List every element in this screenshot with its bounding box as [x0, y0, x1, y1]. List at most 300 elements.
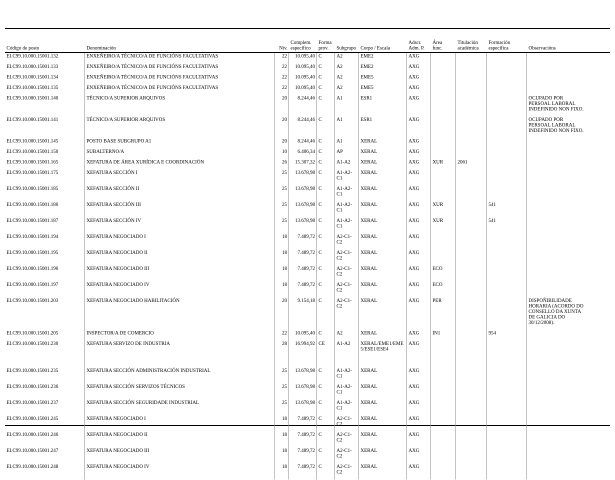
cell-niv: 18 — [275, 282, 289, 298]
table-row — [5, 95, 610, 117]
cell-formacion — [487, 53, 527, 64]
cell-complem: 10.095,40 — [289, 330, 317, 341]
cell-observacions — [527, 53, 610, 64]
cell-codigo: EI.C99.10.000.15001.141 — [5, 117, 85, 139]
cell-complem: 16.994,92 — [289, 341, 317, 357]
cell-forma: C — [317, 53, 335, 64]
cell-corpo: XERAL — [359, 186, 407, 202]
cell-area — [431, 64, 456, 75]
cell-corpo: XERAL — [359, 234, 407, 250]
column-header-top-label: Área — [432, 40, 443, 46]
cell-observacions — [527, 341, 610, 357]
column-header-subgrupo — [335, 46, 359, 52]
cell-denominacion: XEFATURA NEGOCIADO HABILITACIÓN — [85, 298, 275, 331]
cell-formacion — [487, 368, 527, 384]
column-header-label: Corpo / Escala — [360, 45, 390, 51]
cell-forma: C — [317, 170, 335, 186]
cell-observacions — [527, 464, 610, 480]
cell-titulacion — [456, 64, 487, 75]
cell-forma: C — [317, 117, 335, 139]
cell-adscr: AXG — [407, 53, 431, 64]
cell-subgrupo: A2 — [335, 53, 359, 64]
cell-complem: 13.678,98 — [289, 368, 317, 384]
table-body — [5, 53, 610, 475]
cell-titulacion — [456, 464, 487, 480]
cell-forma: C — [317, 416, 335, 432]
cell-observacions — [527, 368, 610, 384]
cell-subgrupo: A1 — [335, 95, 359, 117]
cell-forma: C — [317, 298, 335, 331]
column-header-label: Niv. — [279, 45, 288, 51]
cell-corpo: XERAL — [359, 138, 407, 149]
column-header-titulacion — [456, 40, 487, 51]
cell-corpo: XERAL — [359, 384, 407, 400]
cell-formacion — [487, 448, 527, 464]
cell-corpo: XERAL — [359, 400, 407, 416]
cell-forma: C — [317, 368, 335, 384]
grid-line-cell — [5, 357, 85, 368]
cell-corpo: XERAL — [359, 202, 407, 218]
cell-titulacion — [456, 218, 487, 234]
cell-corpo: XERAL — [359, 432, 407, 448]
cell-complem: 10.095,40 — [289, 74, 317, 85]
cell-area — [431, 384, 456, 400]
cell-forma: C — [317, 234, 335, 250]
cell-denominacion: XEFATURA NEGOCIADO III — [85, 448, 275, 464]
cell-subgrupo: A1-A2 — [335, 341, 359, 357]
cell-adscr: AXG — [407, 170, 431, 186]
cell-niv: 25 — [275, 384, 289, 400]
cell-codigo: EI.C99.10.000.15001.248 — [5, 464, 85, 480]
grid-line-cell — [487, 357, 527, 368]
cell-observacions — [527, 186, 610, 202]
cell-adscr: AXG — [407, 159, 431, 170]
cell-forma: CE — [317, 341, 335, 357]
cell-denominacion: XEFATURA NEGOCIADO I — [85, 234, 275, 250]
cell-observacions — [527, 250, 610, 266]
column-header-label: Adm. P. — [408, 45, 425, 51]
cell-titulacion — [456, 400, 487, 416]
cell-observacions — [527, 234, 610, 250]
cell-forma: C — [317, 138, 335, 149]
cell-area — [431, 368, 456, 384]
grid-line-cell — [407, 357, 431, 368]
cell-niv: 20 — [275, 138, 289, 149]
cell-titulacion — [456, 432, 487, 448]
cell-complem: 8.244,46 — [289, 138, 317, 149]
cell-adscr: AXG — [407, 138, 431, 149]
column-header-top-label: Adscr. — [408, 40, 422, 46]
cell-area — [431, 448, 456, 464]
cell-titulacion — [456, 266, 487, 282]
table-row — [5, 159, 610, 170]
cell-titulacion — [456, 416, 487, 432]
cell-titulacion — [456, 202, 487, 218]
cell-subgrupo: A2 — [335, 74, 359, 85]
cell-forma: C — [317, 218, 335, 234]
cell-codigo: EI.C99.10.000.15001.140 — [5, 95, 85, 117]
cell-area: XUR — [431, 218, 456, 234]
cell-adscr: AXG — [407, 95, 431, 117]
column-header-top-label: Titulación — [457, 40, 478, 46]
cell-forma: C — [317, 64, 335, 75]
table-row — [5, 149, 610, 160]
cell-area — [431, 53, 456, 64]
cell-codigo: EI.C99.10.000.15001.197 — [5, 282, 85, 298]
cell-codigo: EI.C99.10.000.15001.230 — [5, 341, 85, 357]
cell-complem: 10.095,40 — [289, 53, 317, 64]
cell-corpo: XERAL — [359, 250, 407, 266]
cell-subgrupo: A1-A2-C1 — [335, 400, 359, 416]
cell-observacions — [527, 432, 610, 448]
table-row — [5, 464, 610, 480]
cell-area — [431, 117, 456, 139]
cell-adscr: AXG — [407, 117, 431, 139]
cell-observacions — [527, 416, 610, 432]
cell-complem: 10.095,40 — [289, 85, 317, 96]
cell-adscr: AXG — [407, 64, 431, 75]
cell-corpo: XERAL — [359, 448, 407, 464]
cell-subgrupo: A2-C1-C2 — [335, 250, 359, 266]
column-header-label: func. — [432, 45, 443, 51]
table-row — [5, 330, 610, 341]
cell-formacion — [487, 74, 527, 85]
cell-complem: 13.678,98 — [289, 186, 317, 202]
cell-complem: 8.244,46 — [289, 95, 317, 117]
cell-formacion — [487, 95, 527, 117]
cell-forma: C — [317, 400, 335, 416]
cell-formacion — [487, 149, 527, 160]
cell-area — [431, 341, 456, 357]
cell-subgrupo: A1-A2-C1 — [335, 202, 359, 218]
cell-corpo: XERAL — [359, 159, 407, 170]
cell-adscr: AXG — [407, 432, 431, 448]
cell-titulacion — [456, 138, 487, 149]
cell-titulacion — [456, 368, 487, 384]
table-row — [5, 266, 610, 282]
cell-titulacion — [456, 95, 487, 117]
table-row — [5, 400, 610, 416]
cell-observacions — [527, 448, 610, 464]
cell-denominacion: XEFATURA NEGOCIADO I — [85, 416, 275, 432]
cell-complem: 13.678,98 — [289, 400, 317, 416]
table-row — [5, 74, 610, 85]
cell-adscr: AXG — [407, 218, 431, 234]
cell-titulacion — [456, 341, 487, 357]
cell-adscr: AXG — [407, 330, 431, 341]
cell-codigo: EI.C99.10.000.15001.235 — [5, 368, 85, 384]
cell-complem: 7.489,72 — [289, 464, 317, 480]
cell-titulacion: 2061 — [456, 159, 487, 170]
cell-denominacion: TÉCNICO/A SUPERIOR ARQUIVOS — [85, 95, 275, 117]
cell-complem: 15.307,32 — [289, 159, 317, 170]
cell-denominacion: ENXEÑEIRO/A TÉCNICO/A DE FUNCIÓNS FACULTATIVAS — [85, 64, 275, 75]
cell-observacions: OCUPADO POR PERSOAL LABORAL INDEFINIDO NON FIXO. — [528, 117, 584, 134]
cell-corpo: XERAL/EME1/EME5/ESE1/ESE4 — [359, 341, 407, 357]
column-header-label: académica — [457, 45, 479, 51]
cell-adscr: AXG — [407, 298, 431, 331]
cell-codigo: EI.C99.10.000.15001.247 — [5, 448, 85, 464]
cell-titulacion — [456, 74, 487, 85]
document-page — [0, 28, 615, 475]
cell-complem: 10.095,40 — [289, 64, 317, 75]
cell-complem: 9.154,18 — [289, 298, 317, 331]
cell-subgrupo: A2-C1-C2 — [335, 416, 359, 432]
cell-forma: C — [317, 95, 335, 117]
cell-formacion — [487, 384, 527, 400]
cell-observacions — [527, 138, 610, 149]
table-row — [5, 298, 610, 331]
cell-forma: C — [317, 186, 335, 202]
cell-adscr: AXG — [407, 341, 431, 357]
cell-formacion — [487, 64, 527, 75]
cell-denominacion: XEFATURA SERVIZO DE INDUSTRIA — [85, 341, 275, 357]
cell-formacion — [487, 400, 527, 416]
cell-codigo: EI.C99.10.000.15001.133 — [5, 64, 85, 75]
cell-adscr: AXG — [407, 266, 431, 282]
column-header-label: Denominación — [86, 45, 116, 51]
cell-denominacion: INSPECTOR/A DE COMERCIO — [85, 330, 275, 341]
cell-observacions — [527, 202, 610, 218]
table-row — [5, 341, 610, 357]
cell-formacion: 541 — [487, 202, 527, 218]
column-header-label: Código de posto — [6, 45, 40, 51]
cell-subgrupo: A1-A2-C1 — [335, 384, 359, 400]
cell-codigo: EI.C99.10.000.15001.150 — [5, 149, 85, 160]
cell-observacions — [527, 74, 610, 85]
cell-adscr: AXG — [407, 234, 431, 250]
cell-area — [431, 250, 456, 266]
cell-niv: 28 — [275, 341, 289, 357]
column-header-codigo — [5, 46, 85, 52]
cell-denominacion: XEFATURA SECCIÓN II — [85, 186, 275, 202]
cell-corpo: EME5 — [359, 85, 407, 96]
cell-forma: C — [317, 282, 335, 298]
cell-area — [431, 149, 456, 160]
cell-adscr: AXG — [407, 149, 431, 160]
cell-complem: 7.489,72 — [289, 432, 317, 448]
cell-niv: 25 — [275, 368, 289, 384]
cell-subgrupo: A1-A2-C1 — [335, 218, 359, 234]
cell-complem: 13.678,98 — [289, 384, 317, 400]
table-row — [5, 202, 610, 218]
cell-corpo: EME2 — [359, 53, 407, 64]
cell-formacion — [487, 117, 527, 139]
cell-subgrupo: AP — [335, 149, 359, 160]
cell-denominacion: XEFATURA NEGOCIADO IV — [85, 282, 275, 298]
cell-complem: 13.678,98 — [289, 218, 317, 234]
column-header-top-label: Formación — [488, 40, 511, 46]
column-header-denominacion — [85, 46, 275, 52]
cell-formacion — [487, 170, 527, 186]
table-row — [5, 416, 610, 432]
cell-codigo: EI.C99.10.000.15001.236 — [5, 384, 85, 400]
cell-forma: C — [317, 432, 335, 448]
cell-adscr: AXG — [407, 202, 431, 218]
cell-subgrupo: A2-C1-C2 — [335, 266, 359, 282]
column-header-top-label: Forma — [318, 40, 332, 46]
cell-codigo: EI.C99.10.000.15001.185 — [5, 186, 85, 202]
cell-forma: C — [317, 202, 335, 218]
cell-area: XUR — [431, 159, 456, 170]
cell-titulacion — [456, 85, 487, 96]
cell-subgrupo: A2-C1-C2 — [335, 234, 359, 250]
cell-corpo: XERAL — [359, 170, 407, 186]
cell-area — [431, 95, 456, 117]
cell-niv: 20 — [275, 298, 289, 331]
column-header-label: específico — [290, 45, 311, 51]
cell-denominacion: XEFATURA NEGOCIADO II — [85, 250, 275, 266]
cell-titulacion — [456, 250, 487, 266]
cell-area — [431, 464, 456, 480]
cell-codigo: EI.C99.10.000.15001.187 — [5, 218, 85, 234]
grid-line-cell — [359, 357, 407, 368]
grid-line-cell — [431, 357, 456, 368]
cell-subgrupo: A2 — [335, 330, 359, 341]
cell-adscr: AXG — [407, 416, 431, 432]
column-header-label: prov. — [318, 45, 329, 51]
cell-corpo: EME5 — [359, 74, 407, 85]
cell-complem: 7.489,72 — [289, 448, 317, 464]
cell-subgrupo: A2 — [335, 64, 359, 75]
cell-codigo: EI.C99.10.000.15001.135 — [5, 85, 85, 96]
cell-observacions — [527, 384, 610, 400]
cell-observacions: DISPOÑIBILIDADE HORARIA (ACORDO DO CONSELLO DA XUNTA DE GALICIA DO 30/12/2008). — [528, 298, 584, 326]
cell-niv: 18 — [275, 464, 289, 480]
cell-area: PER — [431, 298, 456, 331]
column-header-label: Subgrupo — [336, 45, 356, 51]
cell-denominacion: XEFATURA NEGOCIADO IV — [85, 464, 275, 480]
cell-area — [431, 432, 456, 448]
cell-subgrupo: A2-C1-C2 — [335, 282, 359, 298]
cell-formacion — [487, 138, 527, 149]
cell-subgrupo: A1-A2-C1 — [335, 170, 359, 186]
cell-area — [431, 74, 456, 85]
cell-denominacion: XEFATURA SECCIÓN I — [85, 170, 275, 186]
cell-codigo: EI.C99.10.000.15001.132 — [5, 53, 85, 64]
table-row — [5, 432, 610, 448]
cell-adscr: AXG — [407, 400, 431, 416]
cell-forma: C — [317, 149, 335, 160]
table-row — [5, 250, 610, 266]
column-header-complem — [289, 40, 317, 51]
table-row — [5, 384, 610, 400]
cell-forma: C — [317, 464, 335, 480]
cell-denominacion: POSTO BASE SUBGRUPO A1 — [85, 138, 275, 149]
cell-niv: 20 — [275, 95, 289, 117]
cell-denominacion: ENXEÑEIRO/A TÉCNICO/A DE FUNCIÓNS FACULTATIVAS — [85, 53, 275, 64]
table-row — [5, 85, 610, 96]
cell-area — [431, 85, 456, 96]
cell-niv: 22 — [275, 74, 289, 85]
cell-niv: 18 — [275, 250, 289, 266]
cell-formacion — [487, 464, 527, 480]
column-header-corpo — [359, 46, 407, 52]
cell-titulacion — [456, 170, 487, 186]
cell-area — [431, 400, 456, 416]
cell-titulacion — [456, 117, 487, 139]
table-row — [5, 53, 610, 64]
table-row — [5, 368, 610, 384]
cell-formacion: 954 — [487, 330, 527, 341]
cell-corpo: XERAL — [359, 330, 407, 341]
cell-codigo: EI.C99.10.000.15001.246 — [5, 432, 85, 448]
cell-subgrupo: A1 — [335, 117, 359, 139]
column-header-forma — [317, 40, 335, 51]
cell-forma: C — [317, 159, 335, 170]
cell-observacions — [527, 266, 610, 282]
cell-denominacion: ENXEÑEIRO/A TÉCNICO/A DE FUNCIÓNS FACULTATIVAS — [85, 74, 275, 85]
table-row — [5, 448, 610, 464]
cell-titulacion — [456, 149, 487, 160]
column-header-label: Observacións — [528, 45, 556, 51]
cell-adscr: AXG — [407, 186, 431, 202]
cell-adscr: AXG — [407, 250, 431, 266]
cell-formacion — [487, 234, 527, 250]
cell-observacions — [527, 282, 610, 298]
cell-corpo: XERAL — [359, 282, 407, 298]
cell-corpo: ESR1 — [359, 95, 407, 117]
document-viewport — [0, 28, 615, 475]
cell-area — [431, 234, 456, 250]
cell-observacions — [527, 159, 610, 170]
cell-niv: 25 — [275, 202, 289, 218]
cell-complem: 7.489,72 — [289, 282, 317, 298]
cell-forma: C — [317, 250, 335, 266]
table-row — [5, 64, 610, 75]
cell-formacion — [487, 416, 527, 432]
cell-codigo: EI.C99.10.000.15001.245 — [5, 416, 85, 432]
cell-codigo: EI.C99.10.000.15001.205 — [5, 330, 85, 341]
cell-codigo: EI.C99.10.000.15001.237 — [5, 400, 85, 416]
cell-observacions — [527, 400, 610, 416]
cell-niv: 25 — [275, 218, 289, 234]
cell-subgrupo: A2-C1-C2 — [335, 432, 359, 448]
table-row — [5, 170, 610, 186]
cell-adscr: AXG — [407, 74, 431, 85]
column-header-niv — [275, 46, 289, 52]
cell-titulacion — [456, 186, 487, 202]
cell-formacion — [487, 85, 527, 96]
cell-corpo: XERAL — [359, 149, 407, 160]
cell-niv: 22 — [275, 330, 289, 341]
cell-area: ECO — [431, 282, 456, 298]
cell-denominacion: ENXEÑEIRO/A TÉCNICO/A DE FUNCIÓNS FACULTATIVAS — [85, 85, 275, 96]
cell-area — [431, 186, 456, 202]
cell-corpo: XERAL — [359, 298, 407, 331]
cell-codigo: EI.C99.10.000.15001.145 — [5, 138, 85, 149]
cell-niv: 25 — [275, 400, 289, 416]
cell-niv: 22 — [275, 85, 289, 96]
cell-niv: 26 — [275, 159, 289, 170]
cell-titulacion — [456, 53, 487, 64]
cell-adscr: AXG — [407, 282, 431, 298]
cell-complem: 13.678,98 — [289, 170, 317, 186]
cell-observacions — [527, 170, 610, 186]
cell-area: ECO — [431, 266, 456, 282]
cell-subgrupo: A2 — [335, 85, 359, 96]
cell-denominacion: SUBALTERNO/A — [85, 149, 275, 160]
grid-line-cell — [317, 357, 335, 368]
cell-codigo: EI.C99.10.000.15001.175 — [5, 170, 85, 186]
cell-denominacion: TÉCNICO/A SUPERIOR ARQUIVOS — [85, 117, 275, 139]
cell-complem: 7.489,72 — [289, 250, 317, 266]
cell-codigo: EI.C99.10.000.15001.186 — [5, 202, 85, 218]
cell-denominacion: XEFATURA SECCIÓN III — [85, 202, 275, 218]
cell-forma: C — [317, 74, 335, 85]
cell-subgrupo: A1-A2-C1 — [335, 186, 359, 202]
cell-codigo: EI.C99.10.000.15001.196 — [5, 266, 85, 282]
